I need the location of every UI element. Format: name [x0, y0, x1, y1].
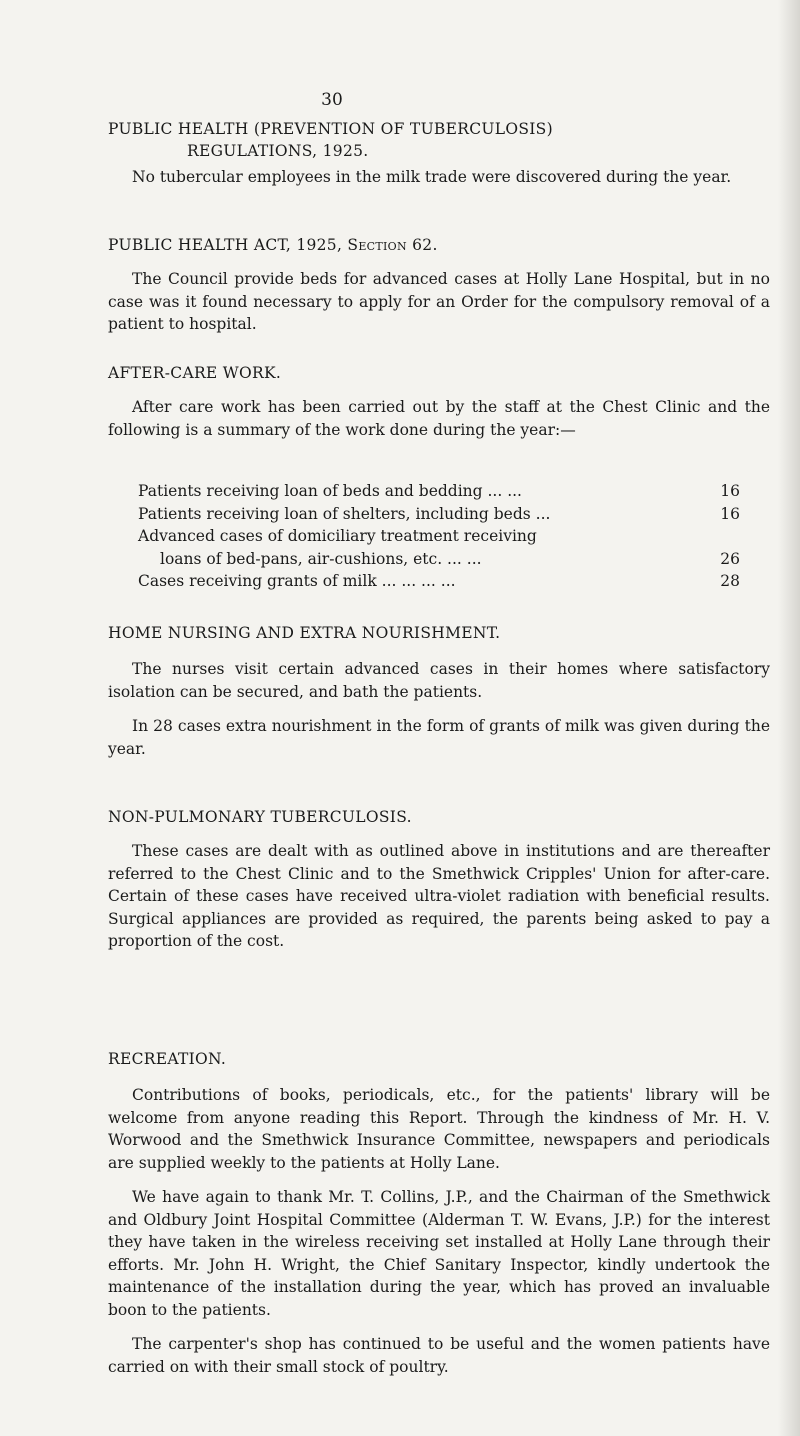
paragraph-after-care: After care work has been carried out by the staff at the Chest Clinic and the following is a summary of the work done during the year:—: [108, 398, 770, 439]
section-after-care: [108, 362, 770, 441]
row-label: Advanced cases of domiciliary treatment receiving: [138, 527, 537, 545]
after-care-summary-table: [138, 480, 768, 593]
paragraph-tb-regulations: No tubercular employees in the milk trade were discovered during the year.: [132, 168, 732, 186]
paragraph-non-pulmonary: These cases are dealt with as outlined above in institutions and are thereafter referred to the Chest Clinic and to the Smethwick Cripples' Union for after-care. Certain of these cases have received ultra-violet radiation with beneficial results. Surgical appliances are provided as required, the parents being asked to pay a proportion of the cost.: [108, 842, 770, 950]
row-value: [700, 525, 768, 548]
paragraph-recreation-1: Contributions of books, periodicals, etc., for the patients' library will be welcome from anyone reading this Report. Through the kindness of Mr. H. V. Worwood and the Smethwick Insurance Committee, newspapers and periodicals are supplied weekly to the patients at Holly Lane.: [108, 1086, 770, 1172]
section-non-pulmonary: [108, 806, 770, 953]
heading-non-pulmonary: NON-PULMONARY TUBERCULOSIS.: [108, 808, 412, 826]
table-row: [138, 503, 768, 526]
heading-recreation: RECREATION.: [108, 1050, 227, 1068]
section-home-nursing: [108, 622, 770, 760]
page-number: 30: [321, 90, 343, 110]
heading-ph-act-section: Section 62.: [347, 236, 438, 254]
row-value: 16: [720, 482, 740, 500]
heading-tb-regulations-line1: PUBLIC HEALTH (PREVENTION OF TUBERCULOSIS): [108, 120, 553, 138]
row-label: Cases receiving grants of milk ... ... ... ...: [138, 572, 456, 590]
table-row: [138, 480, 768, 503]
row-value: 28: [720, 572, 740, 590]
paragraph-recreation-2: We have again to thank Mr. T. Collins, J.P., and the Chairman of the Smethwick and Oldbury Joint Hospital Committee (Alderman T. W. Evans, J.P.) for the interest they have taken in the wireless receiving set installed at Holly Lane through their efforts. Mr. John H. Wright, the Chief Sanitary Inspector, kindly undertook the maintenance of the installation during the year, which has proved an invaluable boon to the patients.: [108, 1188, 770, 1319]
row-value: 26: [720, 549, 740, 568]
table-row: [138, 548, 768, 571]
row-label: Patients receiving loan of shelters, including beds ...: [138, 504, 551, 523]
heading-home-nursing: HOME NURSING AND EXTRA NOURISHMENT.: [108, 624, 501, 642]
section-ph-act: [108, 234, 770, 336]
page-edge-shadow: [778, 0, 800, 1436]
row-label: loans of bed-pans, air-cushions, etc. ... ...: [160, 549, 482, 568]
row-value: 16: [720, 504, 740, 523]
paragraph-ph-act: The Council provide beds for advanced cases at Holly Lane Hospital, but in no case was it found necessary to apply for an Order for the compulsory removal of a patient to hospital.: [108, 270, 770, 333]
heading-after-care: AFTER-CARE WORK.: [108, 364, 282, 382]
heading-tb-regulations-line2: REGULATIONS, 1925.: [187, 142, 369, 160]
heading-ph-act-main: PUBLIC HEALTH ACT, 1925,: [108, 236, 348, 254]
table-row: [138, 525, 768, 548]
heading-ph-act: [108, 234, 770, 256]
paragraph-home-nursing-1: The nurses visit certain advanced cases in their homes where satisfactory isolation can be secured, and bath the patients.: [108, 660, 770, 701]
section-tb-regulations: [108, 118, 770, 189]
table-row: [138, 570, 768, 593]
paragraph-recreation-3: The carpenter's shop has continued to be useful and the women patients have carried on with their small stock of poultry.: [108, 1335, 770, 1376]
paragraph-home-nursing-2: In 28 cases extra nourishment in the form of grants of milk was given during the year.: [108, 717, 770, 758]
row-label: Patients receiving loan of beds and bedding ... ...: [138, 482, 522, 500]
section-recreation: [108, 1048, 770, 1378]
